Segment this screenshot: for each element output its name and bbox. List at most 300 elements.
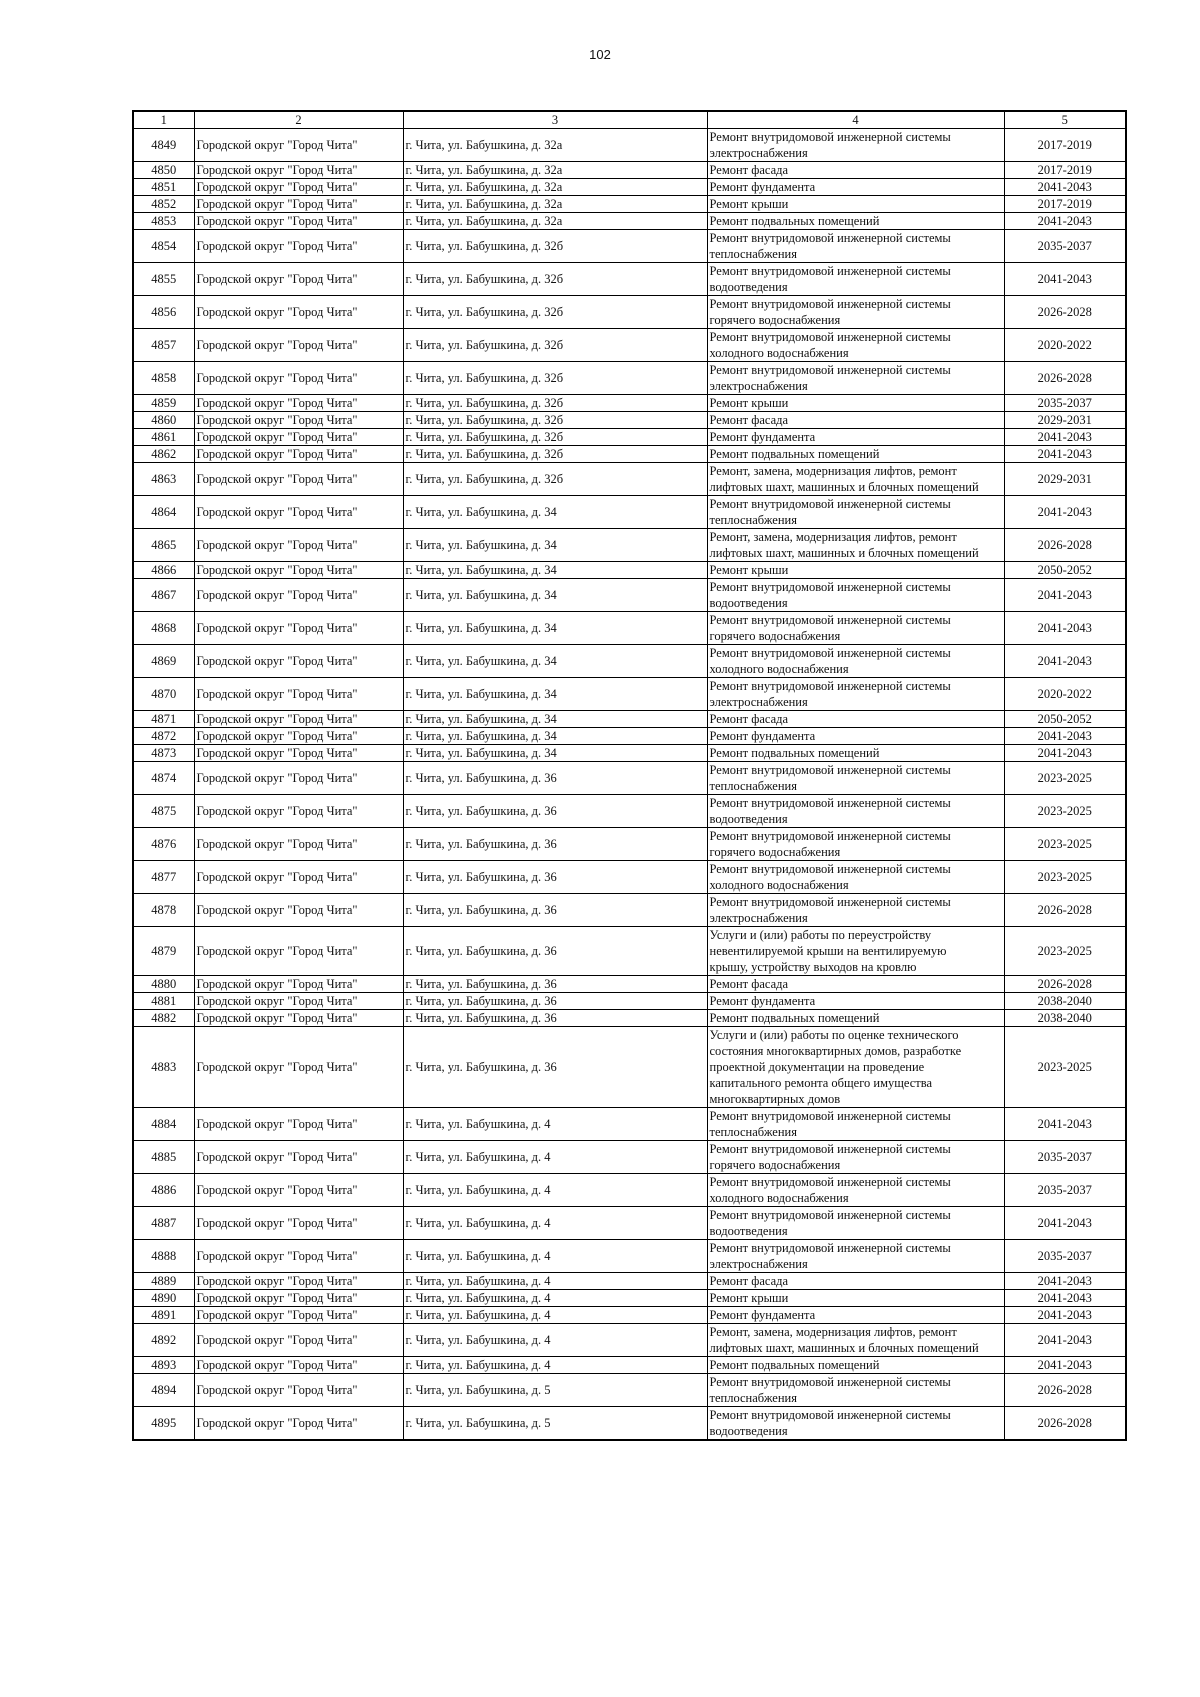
work-type-cell (707, 412, 1004, 429)
municipality-cell: Городской округ "Город Чита" (194, 861, 403, 894)
address-cell: г. Чита, ул. Бабушкина, д. 34 (403, 612, 707, 645)
period-cell: 2038-2040 (1004, 993, 1126, 1010)
row-number: 4884 (133, 1108, 194, 1141)
address-cell: г. Чита, ул. Бабушкина, д. 32б (403, 329, 707, 362)
municipality-cell: Городской округ "Город Чита" (194, 1027, 403, 1108)
address-cell: г. Чита, ул. Бабушкина, д. 5 (403, 1374, 707, 1407)
row-number: 4890 (133, 1290, 194, 1307)
row-number: 4870 (133, 678, 194, 711)
period-cell: 2041-2043 (1004, 1207, 1126, 1240)
work-type-cell (707, 1290, 1004, 1307)
period-cell: 2026-2028 (1004, 894, 1126, 927)
work-type-line: Ремонт внутридомовой инженерной системы (709, 497, 951, 511)
period-cell: 2023-2025 (1004, 927, 1126, 976)
work-type-cell (707, 395, 1004, 412)
work-type-line: Ремонт подвальных помещений (709, 214, 880, 228)
row-number: 4863 (133, 463, 194, 496)
work-type-line: Ремонт подвальных помещений (709, 447, 880, 461)
work-type-line: Ремонт внутридомовой инженерной системы (709, 796, 951, 810)
municipality-cell: Городской округ "Город Чита" (194, 1174, 403, 1207)
work-type-cell (707, 529, 1004, 562)
address-cell: г. Чита, ул. Бабушкина, д. 4 (403, 1240, 707, 1273)
table-row (133, 894, 1126, 927)
work-type-line: электроснабжения (709, 911, 808, 925)
address-cell: г. Чита, ул. Бабушкина, д. 36 (403, 828, 707, 861)
address-cell: г. Чита, ул. Бабушкина, д. 34 (403, 579, 707, 612)
municipality-cell: Городской округ "Город Чита" (194, 1407, 403, 1441)
row-number: 4888 (133, 1240, 194, 1273)
page-number: 102 (589, 47, 611, 62)
municipality-cell: Городской округ "Город Чита" (194, 179, 403, 196)
work-type-line: электроснабжения (709, 695, 808, 709)
table-row (133, 728, 1126, 745)
address-cell: г. Чита, ул. Бабушкина, д. 4 (403, 1357, 707, 1374)
table-row (133, 1240, 1126, 1273)
address-cell: г. Чита, ул. Бабушкина, д. 4 (403, 1324, 707, 1357)
municipality-cell: Городской округ "Город Чита" (194, 894, 403, 927)
address-cell: г. Чита, ул. Бабушкина, д. 5 (403, 1407, 707, 1441)
address-cell: г. Чита, ул. Бабушкина, д. 4 (403, 1141, 707, 1174)
period-cell: 2041-2043 (1004, 745, 1126, 762)
table-row (133, 429, 1126, 446)
work-type-line: Ремонт внутридомовой инженерной системы (709, 895, 951, 909)
work-type-line: Ремонт фундамента (709, 1308, 816, 1322)
row-number: 4856 (133, 296, 194, 329)
work-type-line: Ремонт фундамента (709, 430, 816, 444)
table-row (133, 1273, 1126, 1290)
row-number: 4873 (133, 745, 194, 762)
work-type-cell (707, 828, 1004, 861)
row-number: 4892 (133, 1324, 194, 1357)
work-type-cell (707, 179, 1004, 196)
work-type-line: горячего водоснабжения (709, 1158, 841, 1172)
period-cell: 2041-2043 (1004, 1290, 1126, 1307)
work-type-cell (707, 711, 1004, 728)
period-cell: 2050-2052 (1004, 711, 1126, 728)
period-cell: 2023-2025 (1004, 762, 1126, 795)
work-type-cell (707, 1240, 1004, 1273)
municipality-cell: Городской округ "Город Чита" (194, 1141, 403, 1174)
work-type-cell (707, 1273, 1004, 1290)
address-cell: г. Чита, ул. Бабушкина, д. 4 (403, 1290, 707, 1307)
table-row (133, 762, 1126, 795)
work-type-cell (707, 129, 1004, 162)
work-type-line: Ремонт подвальных помещений (709, 1011, 880, 1025)
work-type-line: Ремонт внутридомовой инженерной системы (709, 264, 951, 278)
municipality-cell: Городской округ "Город Чита" (194, 230, 403, 263)
row-number: 4853 (133, 213, 194, 230)
work-type-cell (707, 1374, 1004, 1407)
work-type-line: невентилируемой крыши на вентилируемую (709, 944, 947, 958)
work-type-cell (707, 329, 1004, 362)
work-type-line: Ремонт фасада (709, 977, 789, 991)
work-type-line: Ремонт фасада (709, 413, 789, 427)
address-cell: г. Чита, ул. Бабушкина, д. 4 (403, 1207, 707, 1240)
row-number: 4859 (133, 395, 194, 412)
period-cell: 2041-2043 (1004, 645, 1126, 678)
period-cell: 2038-2040 (1004, 1010, 1126, 1027)
table-row (133, 562, 1126, 579)
address-cell: г. Чита, ул. Бабушкина, д. 34 (403, 728, 707, 745)
municipality-cell: Городской округ "Город Чита" (194, 1374, 403, 1407)
period-cell: 2023-2025 (1004, 828, 1126, 861)
table-row (133, 993, 1126, 1010)
municipality-cell: Городской округ "Город Чита" (194, 745, 403, 762)
municipality-cell: Городской округ "Город Чита" (194, 1324, 403, 1357)
work-type-line: водоотведения (709, 812, 788, 826)
work-type-line: водоотведения (709, 1424, 788, 1438)
address-cell: г. Чита, ул. Бабушкина, д. 4 (403, 1108, 707, 1141)
municipality-cell: Городской округ "Город Чита" (194, 1273, 403, 1290)
table-row (133, 1174, 1126, 1207)
municipality-cell: Городской округ "Город Чита" (194, 362, 403, 395)
work-type-line: холодного водоснабжения (709, 1191, 849, 1205)
address-cell: г. Чита, ул. Бабушкина, д. 36 (403, 861, 707, 894)
period-cell: 2017-2019 (1004, 129, 1126, 162)
work-type-cell (707, 1207, 1004, 1240)
work-type-cell (707, 579, 1004, 612)
work-type-line: холодного водоснабжения (709, 662, 849, 676)
row-number: 4887 (133, 1207, 194, 1240)
row-number: 4862 (133, 446, 194, 463)
column-header-row (133, 111, 1126, 129)
period-cell: 2023-2025 (1004, 795, 1126, 828)
row-number: 4881 (133, 993, 194, 1010)
table-row (133, 1141, 1126, 1174)
work-type-cell (707, 927, 1004, 976)
table-row (133, 976, 1126, 993)
period-cell: 2041-2043 (1004, 1357, 1126, 1374)
municipality-cell: Городской округ "Город Чита" (194, 645, 403, 678)
row-number: 4855 (133, 263, 194, 296)
municipality-cell: Городской округ "Город Чита" (194, 1207, 403, 1240)
work-type-line: Ремонт фундамента (709, 994, 816, 1008)
work-type-line: Ремонт фасада (709, 163, 789, 177)
address-cell: г. Чита, ул. Бабушкина, д. 36 (403, 1027, 707, 1108)
municipality-cell: Городской округ "Город Чита" (194, 678, 403, 711)
address-cell: г. Чита, ул. Бабушкина, д. 32а (403, 196, 707, 213)
work-type-cell (707, 1010, 1004, 1027)
row-number: 4883 (133, 1027, 194, 1108)
work-type-cell (707, 861, 1004, 894)
period-cell: 2026-2028 (1004, 1407, 1126, 1441)
row-number: 4858 (133, 362, 194, 395)
address-cell: г. Чита, ул. Бабушкина, д. 34 (403, 678, 707, 711)
municipality-cell: Городской округ "Город Чита" (194, 529, 403, 562)
address-cell: г. Чита, ул. Бабушкина, д. 4 (403, 1273, 707, 1290)
work-type-line: Ремонт внутридомовой инженерной системы (709, 297, 951, 311)
work-type-line: Ремонт внутридомовой инженерной системы (709, 679, 951, 693)
address-cell: г. Чита, ул. Бабушкина, д. 32б (403, 263, 707, 296)
address-cell: г. Чита, ул. Бабушкина, д. 36 (403, 795, 707, 828)
work-type-line: многоквартирных домов (709, 1092, 841, 1106)
work-type-line: Ремонт внутридомовой инженерной системы (709, 330, 951, 344)
work-type-line: Ремонт крыши (709, 1291, 789, 1305)
table-row (133, 579, 1126, 612)
work-type-line: Ремонт, замена, модернизация лифтов, ремонт (709, 530, 957, 544)
work-type-cell (707, 728, 1004, 745)
work-type-cell (707, 745, 1004, 762)
work-type-line: электроснабжения (709, 379, 808, 393)
address-cell: г. Чита, ул. Бабушкина, д. 36 (403, 993, 707, 1010)
municipality-cell: Городской округ "Город Чита" (194, 711, 403, 728)
municipality-cell: Городской округ "Город Чита" (194, 927, 403, 976)
row-number: 4851 (133, 179, 194, 196)
table-row (133, 412, 1126, 429)
column-header: 2 (194, 111, 403, 129)
period-cell: 2041-2043 (1004, 429, 1126, 446)
address-cell: г. Чита, ул. Бабушкина, д. 32а (403, 162, 707, 179)
table-row (133, 927, 1126, 976)
table-row (133, 129, 1126, 162)
work-type-line: Ремонт внутридомовой инженерной системы (709, 1208, 951, 1222)
work-type-line: горячего водоснабжения (709, 629, 841, 643)
work-type-line: Ремонт внутридомовой инженерной системы (709, 363, 951, 377)
work-type-line: состояния многоквартирных домов, разработке (709, 1044, 962, 1058)
table-row (133, 162, 1126, 179)
work-type-line: Ремонт внутридомовой инженерной системы (709, 1142, 951, 1156)
work-type-line: теплоснабжения (709, 513, 797, 527)
table-row (133, 362, 1126, 395)
table-row (133, 711, 1126, 728)
municipality-cell: Городской округ "Город Чита" (194, 562, 403, 579)
row-number: 4861 (133, 429, 194, 446)
period-cell: 2035-2037 (1004, 1240, 1126, 1273)
municipality-cell: Городской округ "Город Чита" (194, 162, 403, 179)
address-cell: г. Чита, ул. Бабушкина, д. 34 (403, 711, 707, 728)
work-type-line: водоотведения (709, 596, 788, 610)
row-number: 4885 (133, 1141, 194, 1174)
municipality-cell: Городской округ "Город Чита" (194, 993, 403, 1010)
row-number: 4868 (133, 612, 194, 645)
period-cell: 2026-2028 (1004, 362, 1126, 395)
work-type-line: электроснабжения (709, 1257, 808, 1271)
period-cell: 2041-2043 (1004, 213, 1126, 230)
period-cell: 2026-2028 (1004, 1374, 1126, 1407)
address-cell: г. Чита, ул. Бабушкина, д. 36 (403, 762, 707, 795)
table-row (133, 179, 1126, 196)
table-row (133, 213, 1126, 230)
work-type-line: Услуги и (или) работы по оценке технического (709, 1028, 959, 1042)
work-type-cell (707, 1324, 1004, 1357)
work-type-cell (707, 296, 1004, 329)
table-row (133, 196, 1126, 213)
municipality-cell: Городской округ "Город Чита" (194, 1010, 403, 1027)
work-type-line: Ремонт, замена, модернизация лифтов, ремонт (709, 1325, 957, 1339)
row-number: 4872 (133, 728, 194, 745)
address-cell: г. Чита, ул. Бабушкина, д. 32а (403, 179, 707, 196)
work-type-line: проектной документации на проведение (709, 1060, 925, 1074)
row-number: 4864 (133, 496, 194, 529)
row-number: 4871 (133, 711, 194, 728)
municipality-cell: Городской округ "Город Чита" (194, 213, 403, 230)
work-type-line: Ремонт фасада (709, 1274, 789, 1288)
table-row (133, 745, 1126, 762)
municipality-cell: Городской округ "Город Чита" (194, 395, 403, 412)
address-cell: г. Чита, ул. Бабушкина, д. 36 (403, 894, 707, 927)
municipality-cell: Городской округ "Город Чита" (194, 196, 403, 213)
address-cell: г. Чита, ул. Бабушкина, д. 36 (403, 976, 707, 993)
repair-schedule-table (132, 110, 1127, 1441)
work-type-cell (707, 795, 1004, 828)
work-type-line: холодного водоснабжения (709, 878, 849, 892)
row-number: 4854 (133, 230, 194, 263)
work-type-cell (707, 263, 1004, 296)
row-number: 4869 (133, 645, 194, 678)
row-number: 4891 (133, 1307, 194, 1324)
table-row (133, 296, 1126, 329)
work-type-cell (707, 976, 1004, 993)
period-cell: 2023-2025 (1004, 861, 1126, 894)
row-number: 4866 (133, 562, 194, 579)
municipality-cell: Городской округ "Город Чита" (194, 412, 403, 429)
address-cell: г. Чита, ул. Бабушкина, д. 36 (403, 927, 707, 976)
work-type-cell (707, 993, 1004, 1010)
period-cell: 2035-2037 (1004, 1174, 1126, 1207)
work-type-line: Ремонт фасада (709, 712, 789, 726)
period-cell: 2041-2043 (1004, 612, 1126, 645)
work-type-line: горячего водоснабжения (709, 313, 841, 327)
work-type-line: Ремонт внутридомовой инженерной системы (709, 646, 951, 660)
municipality-cell: Городской округ "Город Чита" (194, 579, 403, 612)
period-cell: 2026-2028 (1004, 976, 1126, 993)
work-type-cell (707, 446, 1004, 463)
work-type-cell (707, 1357, 1004, 1374)
municipality-cell: Городской округ "Город Чита" (194, 496, 403, 529)
period-cell: 2020-2022 (1004, 678, 1126, 711)
work-type-line: Ремонт внутридомовой инженерной системы (709, 1175, 951, 1189)
address-cell: г. Чита, ул. Бабушкина, д. 32б (403, 412, 707, 429)
address-cell: г. Чита, ул. Бабушкина, д. 4 (403, 1307, 707, 1324)
column-header: 4 (707, 111, 1004, 129)
table-row (133, 795, 1126, 828)
table-row (133, 1010, 1126, 1027)
work-type-line: Ремонт подвальных помещений (709, 746, 880, 760)
work-type-line: Ремонт внутридомовой инженерной системы (709, 862, 951, 876)
table-row (133, 446, 1126, 463)
table-row (133, 645, 1126, 678)
row-number: 4882 (133, 1010, 194, 1027)
work-type-line: электроснабжения (709, 146, 808, 160)
period-cell: 2041-2043 (1004, 1108, 1126, 1141)
column-header: 3 (403, 111, 707, 129)
address-cell: г. Чита, ул. Бабушкина, д. 32б (403, 296, 707, 329)
row-number: 4880 (133, 976, 194, 993)
work-type-line: Услуги и (или) работы по переустройству (709, 928, 932, 942)
work-type-line: водоотведения (709, 1224, 788, 1238)
work-type-cell (707, 230, 1004, 263)
table-row (133, 463, 1126, 496)
address-cell: г. Чита, ул. Бабушкина, д. 4 (403, 1174, 707, 1207)
period-cell: 2050-2052 (1004, 562, 1126, 579)
work-type-line: Ремонт фундамента (709, 180, 816, 194)
work-type-cell (707, 1141, 1004, 1174)
work-type-cell (707, 1174, 1004, 1207)
table-row (133, 329, 1126, 362)
address-cell: г. Чита, ул. Бабушкина, д. 34 (403, 745, 707, 762)
work-type-line: Ремонт внутридомовой инженерной системы (709, 1241, 951, 1255)
work-type-line: теплоснабжения (709, 1125, 797, 1139)
period-cell: 2041-2043 (1004, 1273, 1126, 1290)
table-row (133, 861, 1126, 894)
column-header: 5 (1004, 111, 1126, 129)
row-number: 4894 (133, 1374, 194, 1407)
period-cell: 2041-2043 (1004, 1307, 1126, 1324)
row-number: 4879 (133, 927, 194, 976)
work-type-line: Ремонт внутридомовой инженерной системы (709, 1109, 951, 1123)
table-row (133, 1108, 1126, 1141)
period-cell: 2029-2031 (1004, 412, 1126, 429)
period-cell: 2041-2043 (1004, 496, 1126, 529)
table-row (133, 395, 1126, 412)
table-row (133, 529, 1126, 562)
work-type-line: Ремонт, замена, модернизация лифтов, ремонт (709, 464, 957, 478)
work-type-line: теплоснабжения (709, 247, 797, 261)
period-cell: 2041-2043 (1004, 1324, 1126, 1357)
work-type-cell (707, 213, 1004, 230)
address-cell: г. Чита, ул. Бабушкина, д. 32а (403, 213, 707, 230)
work-type-line: теплоснабжения (709, 779, 797, 793)
work-type-cell (707, 362, 1004, 395)
table-row (133, 1324, 1126, 1357)
row-number: 4849 (133, 129, 194, 162)
municipality-cell: Городской округ "Город Чита" (194, 1240, 403, 1273)
work-type-cell (707, 463, 1004, 496)
row-number: 4850 (133, 162, 194, 179)
work-type-cell (707, 894, 1004, 927)
table-row (133, 612, 1126, 645)
period-cell: 2020-2022 (1004, 329, 1126, 362)
row-number: 4876 (133, 828, 194, 861)
work-type-line: Ремонт внутридомовой инженерной системы (709, 763, 951, 777)
municipality-cell: Городской округ "Город Чита" (194, 1357, 403, 1374)
work-type-cell (707, 762, 1004, 795)
work-type-cell (707, 1108, 1004, 1141)
work-type-cell (707, 1307, 1004, 1324)
table-row (133, 1307, 1126, 1324)
work-type-cell (707, 562, 1004, 579)
municipality-cell: Городской округ "Город Чита" (194, 296, 403, 329)
period-cell: 2041-2043 (1004, 263, 1126, 296)
work-type-line: крышу, устройству выходов на кровлю (709, 960, 917, 974)
municipality-cell: Городской округ "Город Чита" (194, 795, 403, 828)
municipality-cell: Городской округ "Город Чита" (194, 976, 403, 993)
municipality-cell: Городской округ "Город Чита" (194, 463, 403, 496)
work-type-line: лифтовых шахт, машинных и блочных помещений (709, 480, 979, 494)
work-type-cell (707, 196, 1004, 213)
work-type-line: Ремонт внутридомовой инженерной системы (709, 1408, 951, 1422)
row-number: 4875 (133, 795, 194, 828)
table-row (133, 1027, 1126, 1108)
table-row (133, 1357, 1126, 1374)
period-cell: 2029-2031 (1004, 463, 1126, 496)
period-cell: 2026-2028 (1004, 296, 1126, 329)
work-type-cell (707, 429, 1004, 446)
table-row (133, 230, 1126, 263)
work-type-cell (707, 1027, 1004, 1108)
address-cell: г. Чита, ул. Бабушкина, д. 34 (403, 529, 707, 562)
work-type-cell (707, 496, 1004, 529)
row-number: 4893 (133, 1357, 194, 1374)
work-type-line: теплоснабжения (709, 1391, 797, 1405)
work-type-line: Ремонт крыши (709, 197, 789, 211)
address-cell: г. Чита, ул. Бабушкина, д. 32б (403, 230, 707, 263)
municipality-cell: Городской округ "Город Чита" (194, 1290, 403, 1307)
period-cell: 2035-2037 (1004, 395, 1126, 412)
table-row (133, 1290, 1126, 1307)
work-type-line: горячего водоснабжения (709, 845, 841, 859)
address-cell: г. Чита, ул. Бабушкина, д. 32б (403, 362, 707, 395)
